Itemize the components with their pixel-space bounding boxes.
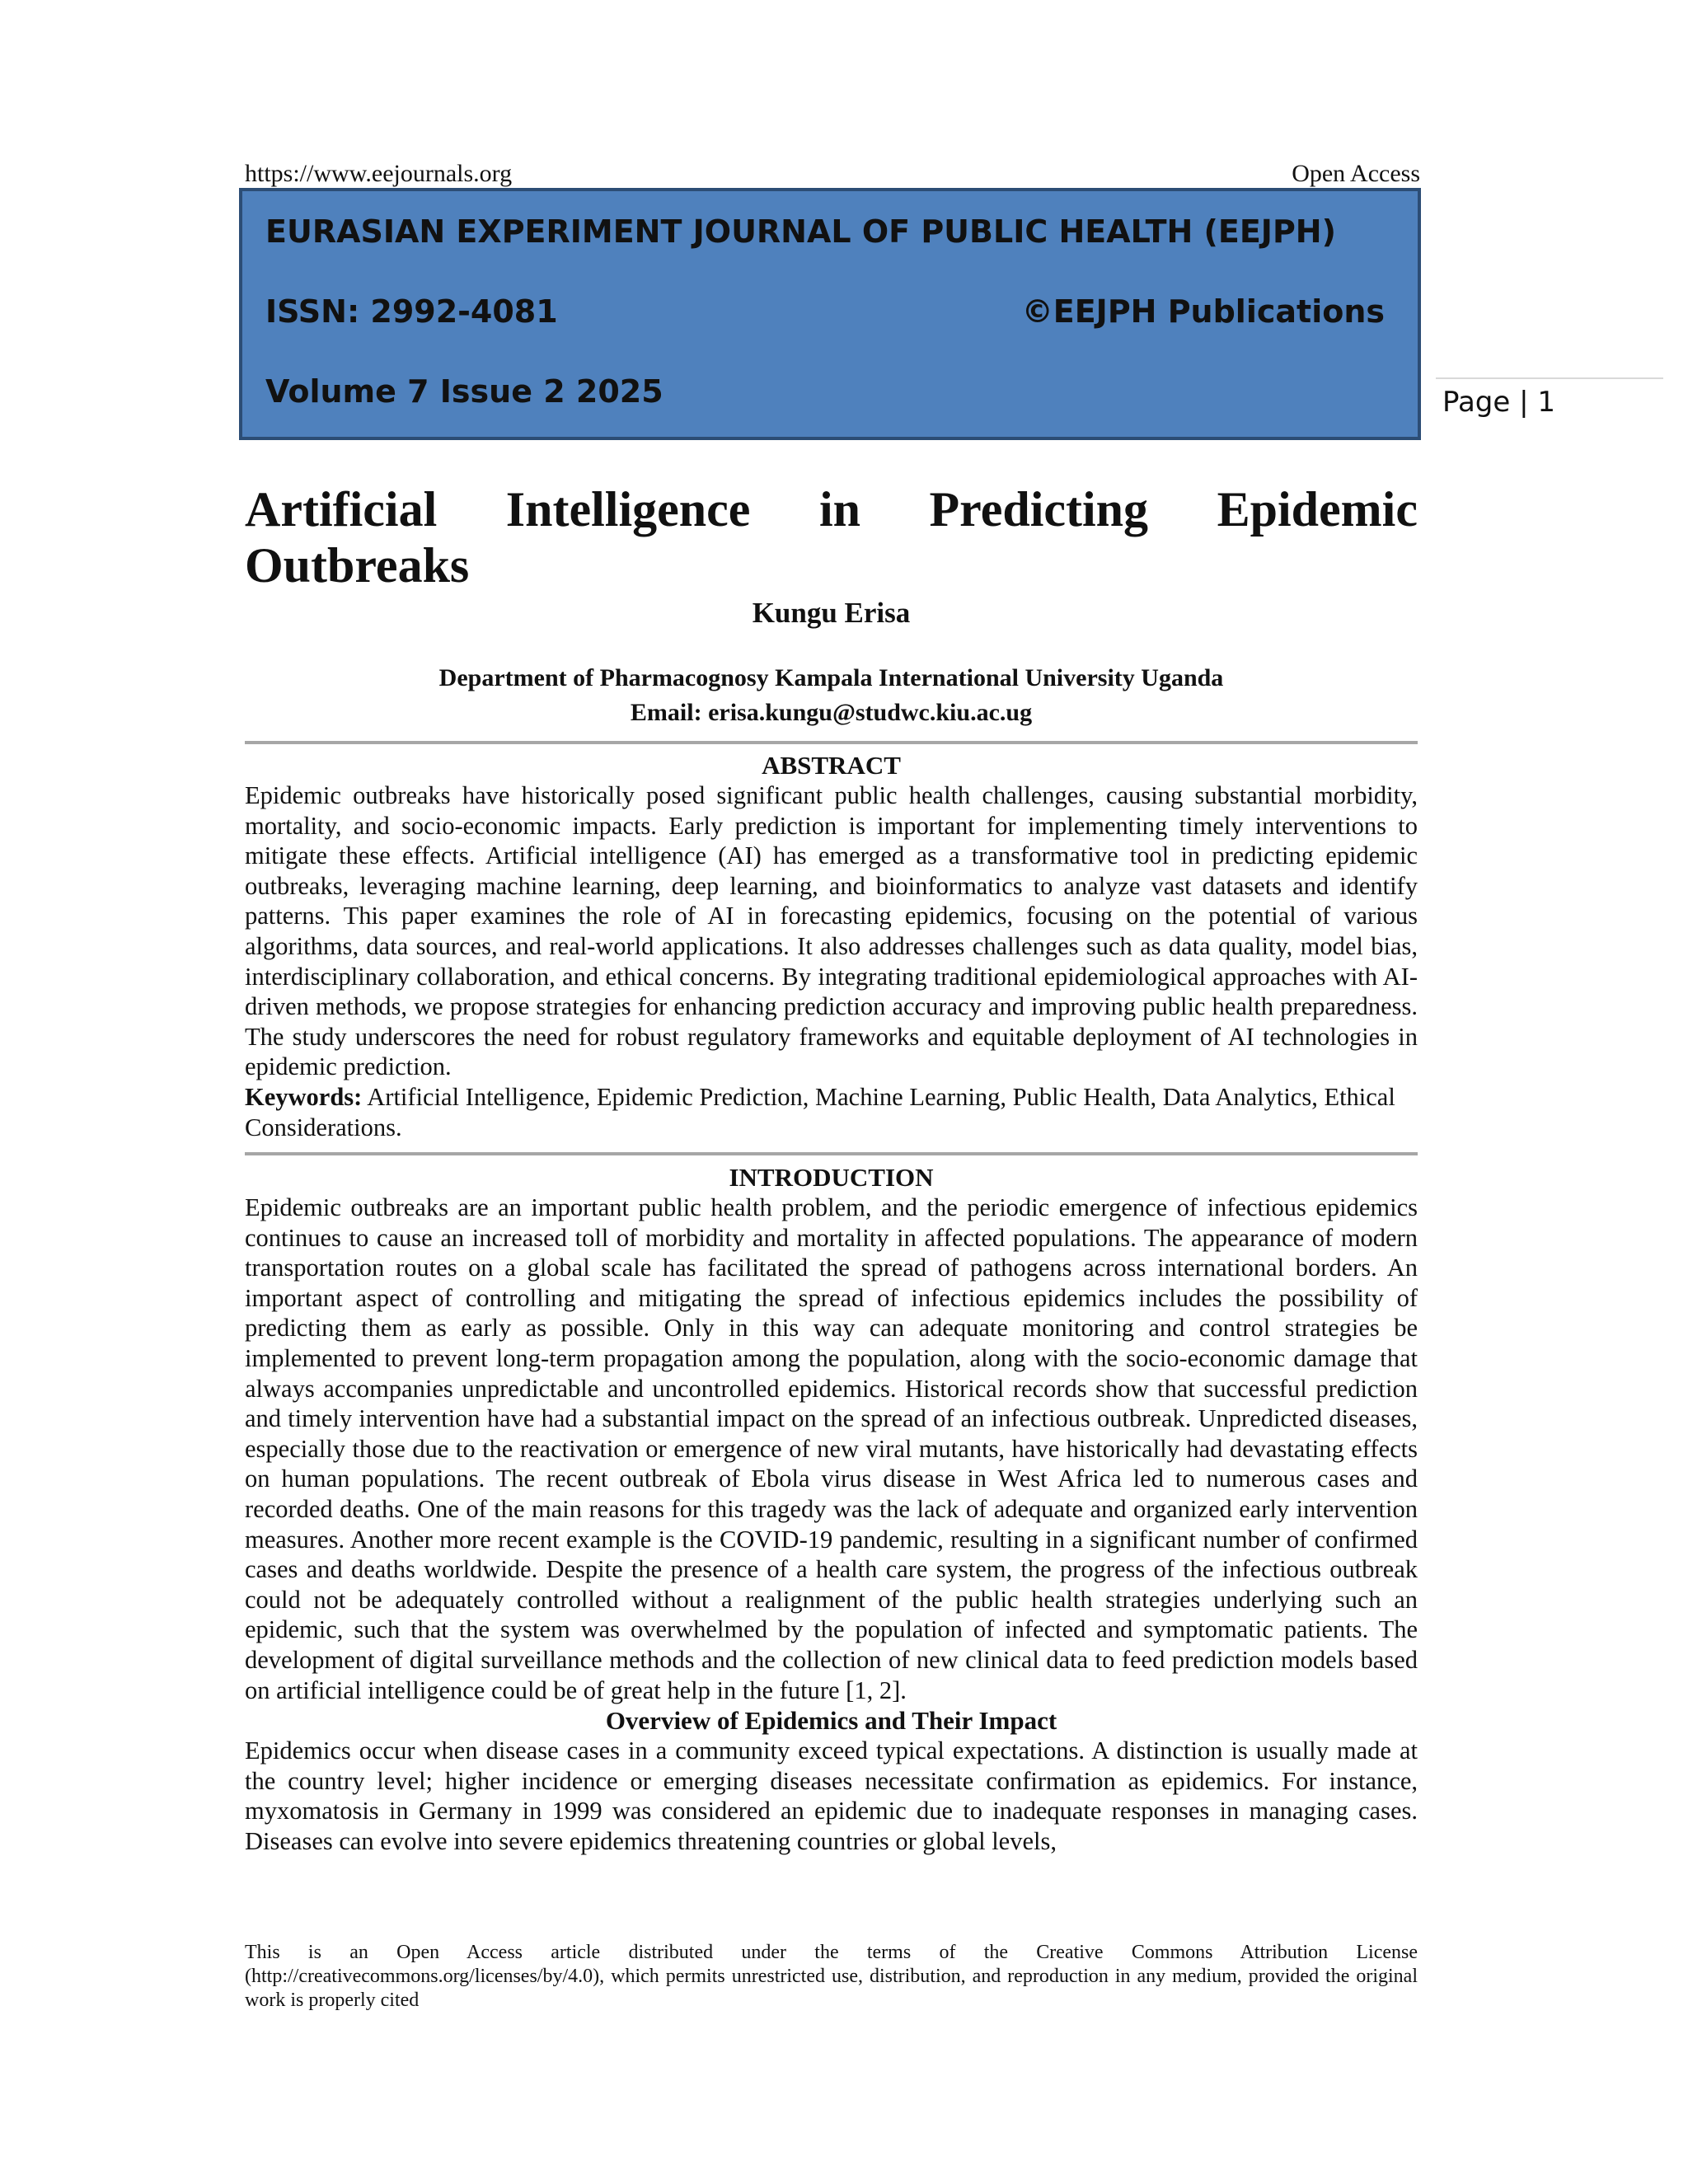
journal-banner (239, 188, 1421, 440)
author-affiliation: Department of Pharmacognosy Kampala International University Uganda (438, 664, 1224, 691)
abstract-text: Epidemic outbreaks have historically posed significant public health challenges, causing substantial morbidity, mortality, and socio-economic impacts. Early prediction is important for implementing timely interventions to mitigate these effects. Artificial intelligence (AI) has emerged as a transformative tool in predicting epidemic outbreaks, leveraging machine learning, deep learning, and bioinformatics to analyze vast datasets and identify patterns. This paper examines the role of AI in forecasting epidemics, focusing on the potential of various algorithms, data sources, and real-world applications. It also addresses challenges such as data quality, model bias, interdisciplinary collaboration, and ethical concerns. By integrating traditional epidemiological approaches with AI-driven methods, we propose strategies for enhancing prediction accuracy and improving public health preparedness. The study underscores the need for robust regulatory frameworks and equitable deployment of AI technologies in epidemic prediction. (245, 781, 1418, 1081)
journal-url-link[interactable]: https://www.eejournals.org (245, 160, 513, 187)
journal-name: EURASIAN EXPERIMENT JOURNAL OF PUBLIC HEALTH (EEJPH) (265, 213, 1336, 250)
title-word: Epidemic (1217, 482, 1418, 537)
keywords-label: Keywords: (245, 1082, 363, 1111)
introduction-section (245, 1162, 1418, 1856)
open-access-label: Open Access (1292, 160, 1420, 187)
title-word: Artificial (245, 482, 438, 537)
introduction-top-rule (245, 1152, 1418, 1155)
license-footer: This is an Open Access article distributed under the terms of the Creative Commons Attribution License (http://creativecommons.org/licenses/by/4.0), which permits unrestricted use, distribution, and reproduction in any medium, provided the original work is properly cited (245, 1942, 1418, 2011)
keywords-list: Artificial Intelligence, Epidemic Prediction, Machine Learning, Public Health, Data Analytics, Ethical Considerations. (245, 1082, 1395, 1141)
running-header (245, 158, 1420, 190)
abstract-heading: ABSTRACT (762, 751, 901, 780)
title-word: Predicting (929, 482, 1149, 537)
title-word: Intelligence (505, 482, 751, 537)
keywords-paragraph (245, 1082, 1418, 1142)
overview-text: Epidemics occur when disease cases in a community exceed typical expectations. A distinction is usually made at the country level; higher incidence or emerging diseases necessitate confirmation as epidemics. For instance, myxomatosis in Germany in 1999 was considered an epidemic due to inadequate responses in managing cases. Diseases can evolve into severe epidemics threatening countries or global levels, (245, 1736, 1418, 1855)
introduction-text: Epidemic outbreaks are an important public health problem, and the periodic emergence of infectious epidemics continues to cause an increased toll of morbidity and mortality in affected populations. The appearance of modern transportation routes on a global scale has facilitated the spread of pathogens across international borders. An important aspect of controlling and mitigating the spread of infectious epidemics includes the possibility of predicting them as early as possible. Only in this way can adequate monitoring and control strategies be implemented to prevent long-term propagation among the population, along with the socio-economic damage that always accompanies unpredictable and uncontrolled epidemics. Historical records show that successful prediction and timely intervention have had a substantial impact on the spread of an infectious outbreak. Unpredicted diseases, especially those due to the reactivation or emergence of new viral mutants, have historically had devastating effects on human populations. The recent outbreak of Ebola virus disease in West Africa led to numerous cases and recorded deaths. One of the main reasons for this tragedy was the lack of adequate and organized early intervention measures. Another more recent example is the COVID-19 pandemic, resulting in a significant number of confirmed cases and deaths worldwide. Despite the presence of a health care system, the progress of the infectious outbreak could not be adequately controlled without a realignment of the public health strategies underlying such an epidemic, such that the system was overwhelmed by the population of infected and symptomatic patients. The development of digital surveillance methods and the collection of new clinical data to feed prediction models based on artificial intelligence could be of great help in the future [1, 2]. (245, 1193, 1418, 1704)
page-number-divider (1436, 377, 1663, 379)
page-number: Page | 1 (1442, 386, 1556, 419)
volume-issue-label: Volume 7 Issue 2 2025 (265, 373, 663, 410)
issn-label: ISSN: 2992-4081 (265, 293, 558, 330)
author-name: Kungu Erisa (752, 597, 911, 629)
publisher-label: ©EEJPH Publications (1021, 293, 1385, 330)
title-line-1 (245, 481, 1418, 537)
article-title (245, 481, 1418, 593)
overview-heading: Overview of Epidemics and Their Impact (605, 1706, 1057, 1736)
abstract-section (245, 750, 1418, 1142)
author-email: Email: erisa.kungu@studwc.kiu.ac.ug (630, 699, 1033, 726)
introduction-heading: INTRODUCTION (729, 1163, 934, 1192)
title-line-2: Outbreaks (245, 538, 470, 593)
abstract-top-rule (245, 741, 1418, 744)
title-word: in (818, 482, 860, 537)
